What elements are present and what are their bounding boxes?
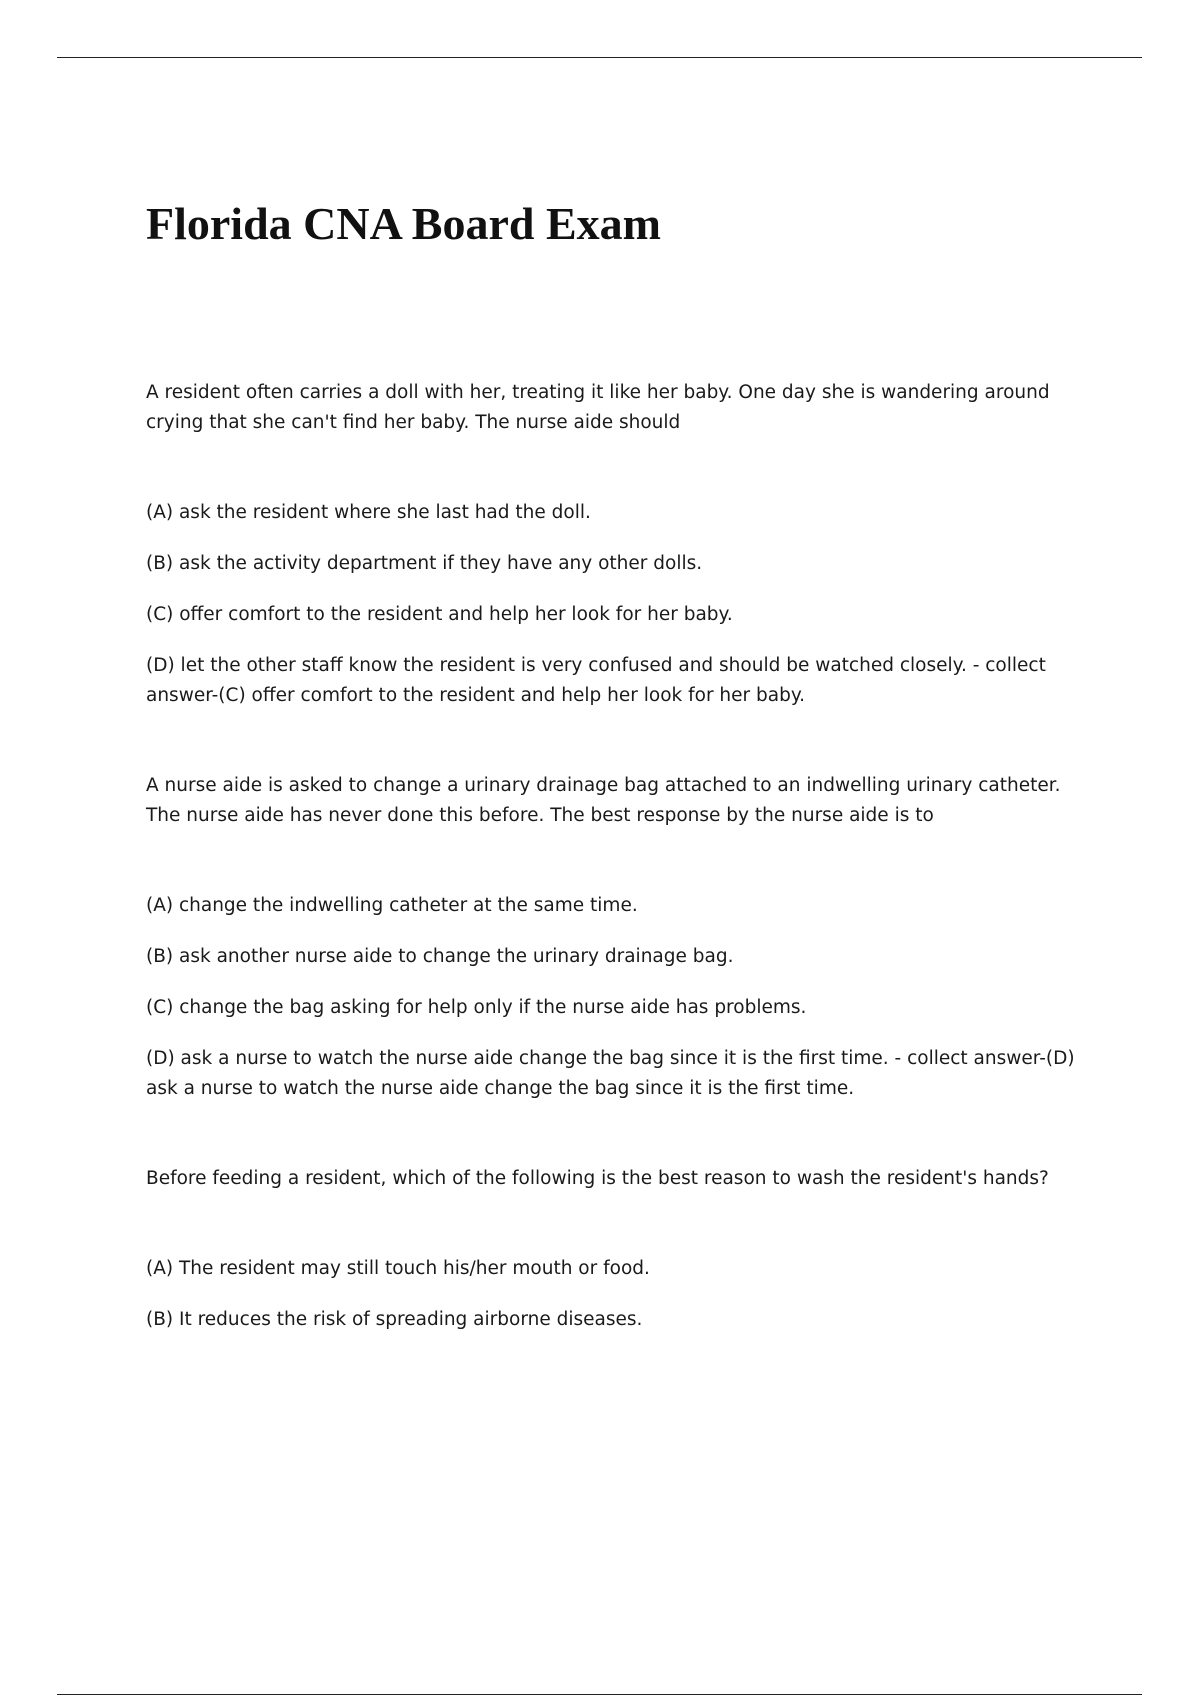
question-2 (146, 771, 1096, 1104)
answer-options (146, 891, 1096, 1104)
option-b: (B) ask another nurse aide to change the urinary drainage bag. (146, 946, 734, 967)
option-a: (A) ask the resident where she last had the doll. (146, 502, 591, 523)
option-a: (A) The resident may still touch his/her mouth or food. (146, 1258, 650, 1279)
option-a: (A) change the indwelling catheter at the same time. (146, 895, 638, 916)
top-rule (57, 57, 1142, 58)
page-title: Florida CNA Board Exam (146, 198, 661, 249)
option-b: (B) ask the activity department if they have any other dolls. (146, 553, 703, 574)
answer-options (146, 1254, 1096, 1335)
answer-options (146, 498, 1096, 711)
option-c: (C) change the bag asking for help only if the nurse aide has problems. (146, 997, 807, 1018)
option-c: (C) offer comfort to the resident and help her look for her baby. (146, 604, 733, 625)
question-1 (146, 378, 1096, 711)
question-text: A resident often carries a doll with her, treating it like her baby. One day she is wandering around crying that she can't find her baby. The nurse aide should (146, 382, 1050, 433)
document-body (146, 378, 1096, 1335)
question-3 (146, 1164, 1096, 1335)
option-d: (D) ask a nurse to watch the nurse aide change the bag since it is the first time. - collect answer-(D) ask a nurse to watch the nurse aide change the bag since it is the first time. (146, 1048, 1075, 1099)
question-text: A nurse aide is asked to change a urinary drainage bag attached to an indwelling urinary catheter. The nurse aide has never done this before. The best response by the nurse aide is to (146, 775, 1061, 826)
question-text: Before feeding a resident, which of the following is the best reason to wash the resident's hands? (146, 1168, 1049, 1189)
bottom-rule (57, 1694, 1142, 1695)
option-b: (B) It reduces the risk of spreading airborne diseases. (146, 1309, 643, 1330)
option-d: (D) let the other staff know the resident is very confused and should be watched closely. - collect answer-(C) offer comfort to the resident and help her look for her baby. (146, 655, 1046, 706)
